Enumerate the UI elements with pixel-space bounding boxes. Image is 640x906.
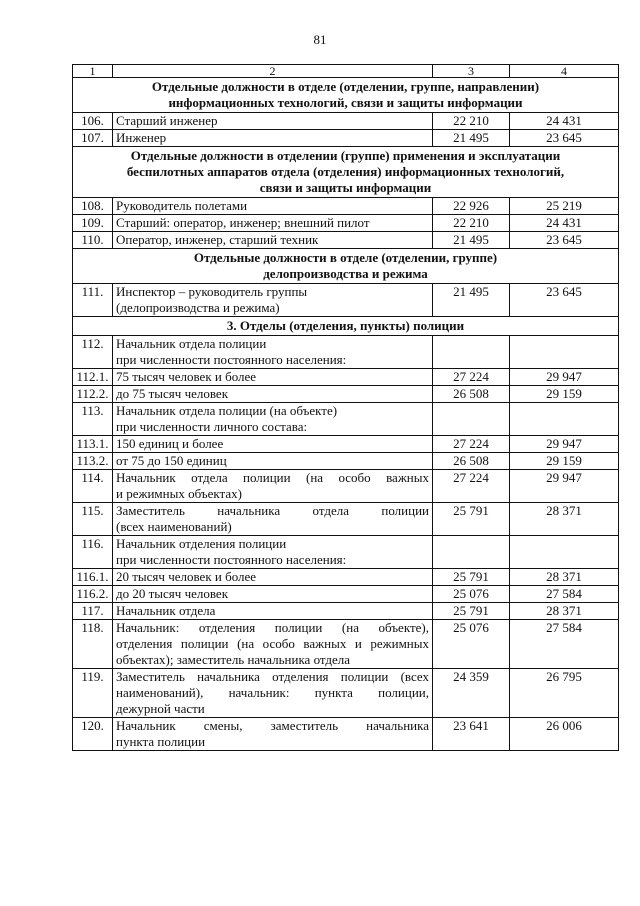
- position-name-line: наименований), начальник: пункта полиции,: [116, 685, 429, 700]
- salary-table: [72, 64, 619, 751]
- position-name-line: до 20 тысяч человек: [116, 586, 229, 601]
- section-heading-line: связи и защиты информации: [259, 180, 432, 195]
- position-name: [113, 130, 433, 147]
- position-name: [113, 569, 433, 586]
- position-name-line: пункта полиции: [116, 734, 206, 749]
- row-number: 113.: [73, 403, 113, 436]
- table-row: [73, 232, 619, 249]
- salary-value-col3: 25 076: [433, 620, 510, 669]
- salary-value-col4: 29 159: [510, 386, 619, 403]
- position-name-line: Начальник отделения полиции: [116, 536, 287, 551]
- salary-value-col3: 23 641: [433, 718, 510, 751]
- table-row: [73, 386, 619, 403]
- position-name-line: Начальник отдела полиции: [116, 336, 267, 351]
- position-name-line: Инспектор – руководитель группы: [116, 284, 308, 299]
- salary-value-col4: 29 159: [510, 453, 619, 470]
- position-name-line: Заместитель начальника отдела полиции: [116, 503, 429, 518]
- row-number: 119.: [73, 669, 113, 718]
- salary-value-col3: 26 508: [433, 386, 510, 403]
- table-row: [73, 453, 619, 470]
- position-name-line: отделения полиции (на особо важных и режимных: [116, 636, 429, 651]
- table-row: [73, 113, 619, 130]
- salary-value-col3: 25 076: [433, 586, 510, 603]
- position-name-line: дежурной части: [116, 701, 205, 716]
- row-number: 118.: [73, 620, 113, 669]
- row-number: 116.1.: [73, 569, 113, 586]
- column-header-2: 2: [113, 65, 433, 78]
- column-header-row: [73, 65, 619, 78]
- position-name-line: при численности постоянного населения:: [116, 352, 347, 367]
- position-name-line: до 75 тысяч человек: [116, 386, 229, 401]
- table-row: [73, 603, 619, 620]
- table-row: [73, 130, 619, 147]
- salary-value-col4: 23 645: [510, 130, 619, 147]
- section-heading: [73, 317, 619, 336]
- salary-value-col4: 29 947: [510, 436, 619, 453]
- table-row: [73, 336, 619, 369]
- salary-value-col4: 27 584: [510, 620, 619, 669]
- row-number: 120.: [73, 718, 113, 751]
- row-number: 111.: [73, 284, 113, 317]
- position-name-line: Начальник смены, заместитель начальника: [116, 718, 429, 733]
- salary-value-col3: 25 791: [433, 603, 510, 620]
- salary-value-col4: 28 371: [510, 603, 619, 620]
- section-heading-row: [73, 78, 619, 113]
- table-row: [73, 669, 619, 718]
- salary-value-col4: 29 947: [510, 470, 619, 503]
- position-name: [113, 603, 433, 620]
- salary-value-col3: 22 210: [433, 113, 510, 130]
- column-header-1: 1: [73, 65, 113, 78]
- salary-value-col3: [433, 536, 510, 569]
- section-heading-line: делопроизводства и режима: [263, 266, 428, 281]
- position-name: [113, 232, 433, 249]
- salary-value-col3: 27 224: [433, 470, 510, 503]
- position-name-line: Оператор, инженер, старший техник: [116, 232, 319, 247]
- position-name-line: 20 тысяч человек и более: [116, 569, 257, 584]
- table-row: [73, 369, 619, 386]
- position-name-line: Начальник отдела полиции (на особо важных: [116, 470, 429, 485]
- salary-value-col3: [433, 336, 510, 369]
- table-body: [73, 65, 619, 751]
- section-heading-line: Отдельные должности в отделе (отделении, группе, направлении): [151, 79, 540, 94]
- column-header-4: 4: [510, 65, 619, 78]
- salary-value-col3: 21 495: [433, 232, 510, 249]
- table-row: [73, 536, 619, 569]
- position-name-line: при численности личного состава:: [116, 419, 308, 434]
- section-heading-row: [73, 317, 619, 336]
- salary-value-col4: 24 431: [510, 215, 619, 232]
- position-name: [113, 586, 433, 603]
- table-row: [73, 403, 619, 436]
- table-row: [73, 436, 619, 453]
- table-row: [73, 284, 619, 317]
- section-heading-row: [73, 147, 619, 198]
- row-number: 106.: [73, 113, 113, 130]
- row-number: 112.2.: [73, 386, 113, 403]
- row-number: 108.: [73, 198, 113, 215]
- salary-value-col3: 22 926: [433, 198, 510, 215]
- row-number: 115.: [73, 503, 113, 536]
- row-number: 110.: [73, 232, 113, 249]
- position-name-line: Начальник отдела: [116, 603, 216, 618]
- position-name: [113, 284, 433, 317]
- position-name: [113, 503, 433, 536]
- position-name: [113, 198, 433, 215]
- position-name-line: Начальник отдела полиции (на объекте): [116, 403, 338, 418]
- position-name: [113, 453, 433, 470]
- row-number: 112.1.: [73, 369, 113, 386]
- position-name: [113, 536, 433, 569]
- section-heading: [73, 249, 619, 284]
- table-row: [73, 215, 619, 232]
- row-number: 116.: [73, 536, 113, 569]
- section-heading-line: Отдельные должности в отделении (группе) применения и эксплуатации: [130, 148, 561, 163]
- position-name-line: 75 тысяч человек и более: [116, 369, 257, 384]
- page-number: 81: [313, 32, 327, 47]
- position-name: [113, 113, 433, 130]
- section-heading-line: 3. Отделы (отделения, пункты) полиции: [226, 318, 465, 333]
- table-row: [73, 620, 619, 669]
- section-heading-row: [73, 249, 619, 284]
- position-name: [113, 403, 433, 436]
- row-number: 113.2.: [73, 453, 113, 470]
- section-heading-line: беспилотных аппаратов отдела (отделения) информационных технологий,: [126, 164, 565, 179]
- position-name: [113, 620, 433, 669]
- position-name-line: 150 единиц и более: [116, 436, 224, 451]
- row-number: 117.: [73, 603, 113, 620]
- position-name-line: Старший инженер: [116, 113, 218, 128]
- salary-value-col3: 27 224: [433, 369, 510, 386]
- table-row: [73, 470, 619, 503]
- table-row: [73, 198, 619, 215]
- salary-value-col3: 24 359: [433, 669, 510, 718]
- salary-value-col3: [433, 403, 510, 436]
- table-row: [73, 569, 619, 586]
- position-name-line: (делопроизводства и режима): [116, 300, 280, 315]
- position-name: [113, 718, 433, 751]
- salary-value-col4: [510, 536, 619, 569]
- position-name-line: Начальник: отделения полиции (на объекте),: [116, 620, 429, 635]
- position-name-line: Инженер: [116, 130, 167, 145]
- row-number: 109.: [73, 215, 113, 232]
- row-number: 116.2.: [73, 586, 113, 603]
- position-name: [113, 669, 433, 718]
- salary-value-col4: 29 947: [510, 369, 619, 386]
- salary-value-col3: 21 495: [433, 284, 510, 317]
- salary-value-col4: 24 431: [510, 113, 619, 130]
- row-number: 114.: [73, 470, 113, 503]
- position-name-line: объектах); заместитель начальника отдела: [116, 652, 351, 667]
- section-heading: [73, 147, 619, 198]
- row-number: 113.1.: [73, 436, 113, 453]
- salary-value-col4: 26 006: [510, 718, 619, 751]
- section-heading-line: информационных технологий, связи и защиты информации: [168, 95, 523, 110]
- position-name-line: от 75 до 150 единиц: [116, 453, 227, 468]
- salary-value-col3: 27 224: [433, 436, 510, 453]
- table-row: [73, 503, 619, 536]
- salary-value-col3: 22 210: [433, 215, 510, 232]
- salary-value-col4: 23 645: [510, 284, 619, 317]
- salary-value-col4: 23 645: [510, 232, 619, 249]
- salary-value-col4: [510, 336, 619, 369]
- position-name-line: и режимных объектах): [116, 486, 242, 501]
- position-name-line: Заместитель начальника отделения полиции (всех: [116, 669, 429, 684]
- position-name-line: Старший: оператор, инженер; внешний пилот: [116, 215, 370, 230]
- salary-value-col4: 28 371: [510, 569, 619, 586]
- row-number: 107.: [73, 130, 113, 147]
- position-name-line: при численности постоянного населения:: [116, 552, 347, 567]
- salary-value-col4: 27 584: [510, 586, 619, 603]
- column-header-3: 3: [433, 65, 510, 78]
- salary-value-col3: 25 791: [433, 503, 510, 536]
- salary-value-col4: 25 219: [510, 198, 619, 215]
- salary-value-col3: 25 791: [433, 569, 510, 586]
- position-name: [113, 369, 433, 386]
- position-name: [113, 386, 433, 403]
- salary-value-col4: 28 371: [510, 503, 619, 536]
- salary-value-col4: [510, 403, 619, 436]
- salary-value-col3: 26 508: [433, 453, 510, 470]
- section-heading: [73, 78, 619, 113]
- salary-value-col4: 26 795: [510, 669, 619, 718]
- table-row: [73, 586, 619, 603]
- position-name: [113, 336, 433, 369]
- position-name: [113, 215, 433, 232]
- salary-value-col3: 21 495: [433, 130, 510, 147]
- section-heading-line: Отдельные должности в отделе (отделении, группе): [193, 250, 498, 265]
- position-name: [113, 436, 433, 453]
- position-name-line: (всех наименований): [116, 519, 232, 534]
- position-name: [113, 470, 433, 503]
- row-number: 112.: [73, 336, 113, 369]
- position-name-line: Руководитель полетами: [116, 198, 248, 213]
- table-row: [73, 718, 619, 751]
